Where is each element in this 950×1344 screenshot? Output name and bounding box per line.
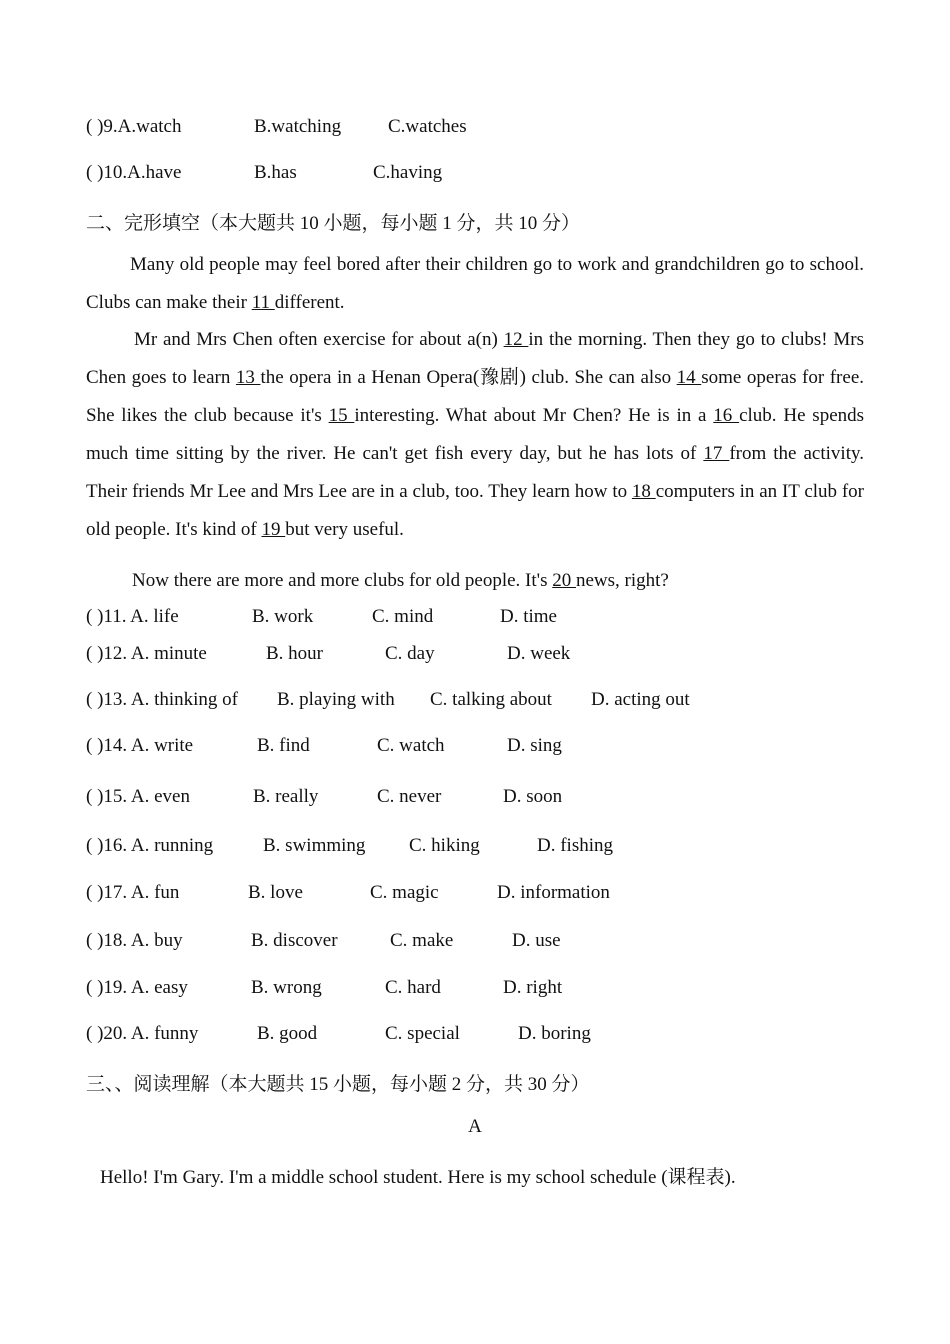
q14-option-b: B. find [257,735,310,756]
q12-option-d: D. week [507,643,571,664]
q11-option-c: C. mind [372,606,434,627]
q15-option-d: D. soon [503,786,563,807]
question-11: ( )11. A. life [86,606,179,627]
question-17: ( )17. A. fun [86,882,180,903]
q18-option-d: D. use [512,930,561,951]
q20-option-d: D. boring [518,1023,591,1044]
q19-option-b: B. wrong [251,977,322,998]
reading-intro: Hello! I'm Gary. I'm a middle school student. Here is my school schedule (课程表). [100,1167,736,1188]
q10-option-b: B.has [254,162,297,183]
question-12: ( )12. A. minute [86,643,207,664]
q17-option-d: D. information [497,882,610,903]
q13-option-d: D. acting out [591,689,690,710]
blank-11: 11 [251,292,275,313]
q20-option-c: C. special [385,1023,460,1044]
q20-option-b: B. good [257,1023,318,1044]
q10-option-c: C.having [373,162,443,183]
q14-option-c: C. watch [377,735,445,756]
q18-option-c: C. make [390,930,454,951]
q11-option-b: B. work [252,606,314,627]
q12-option-b: B. hour [266,643,323,664]
q9-option-c: C.watches [388,116,467,137]
q11-option-d: D. time [500,606,557,627]
passage-paragraph-2: Mr and Mrs Chen often exercise for about a(n) 12 in the morning. Then they go to clubs! Mrs Chen goes to learn 13 the opera in a Henan Opera(豫剧) club. She can also 14 some operas for free. She likes the club because it's 15 interesting. What about Mr Chen? He is in a 16 club. He spends much time sitting by the river. He can't get fish every day, but he has lots of 17 from the activity. Their friends Mr Lee and Mrs Lee are in a club, too. They learn how to 18 computers in an IT club for old people. It's kind of 19 but very useful. [86,329,865,540]
q12-option-c: C. day [385,643,435,664]
q15-option-c: C. never [377,786,442,807]
question-13: ( )13. A. thinking of [86,689,238,710]
blank-19: 19 [261,519,286,540]
q16-option-b: B. swimming [263,835,366,856]
question-14: ( )14. A. write [86,735,194,756]
question-18: ( )18. A. buy [86,930,183,951]
question-10: ( )10.A.have [86,162,182,183]
section-3-title: 三、、阅读理解（本大题共 15 小题，每小题 2 分，共 30 分） [86,1074,590,1095]
q13-option-c: C. talking about [430,689,552,710]
blank-18: 18 [631,481,656,502]
blank-13: 13 [235,367,261,388]
q15-option-b: B. really [253,786,319,807]
blank-15: 15 [328,405,355,426]
q18-option-b: B. discover [251,930,338,951]
blank-14: 14 [676,367,702,388]
q16-option-c: C. hiking [409,835,480,856]
question-20: ( )20. A. funny [86,1023,199,1044]
question-19: ( )19. A. easy [86,977,188,998]
question-16: ( )16. A. running [86,835,214,856]
passage-paragraph-3: Now there are more and more clubs for old people. It's 20 news, right? [132,570,669,591]
blank-16: 16 [713,405,740,426]
q19-option-c: C. hard [385,977,441,998]
question-9: ( )9.A.watch [86,116,182,137]
q17-option-b: B. love [248,882,303,903]
q9-option-b: B.watching [254,116,342,137]
q19-option-d: D. right [503,977,563,998]
section-2-title: 二、完形填空（本大题共 10 小题，每小题 1 分，共 10 分） [86,213,581,234]
blank-12: 12 [503,329,529,350]
passage-paragraph-1: Many old people may feel bored after their children go to work and grandchildren go to school. Clubs can make their 11 different. [86,254,864,313]
blank-17: 17 [703,443,730,464]
q14-option-d: D. sing [507,735,562,756]
q17-option-c: C. magic [370,882,439,903]
blank-20: 20 [552,570,576,591]
q16-option-d: D. fishing [537,835,613,856]
question-15: ( )15. A. even [86,786,190,807]
q13-option-b: B. playing with [277,689,395,710]
part-a-heading: A [468,1116,482,1137]
